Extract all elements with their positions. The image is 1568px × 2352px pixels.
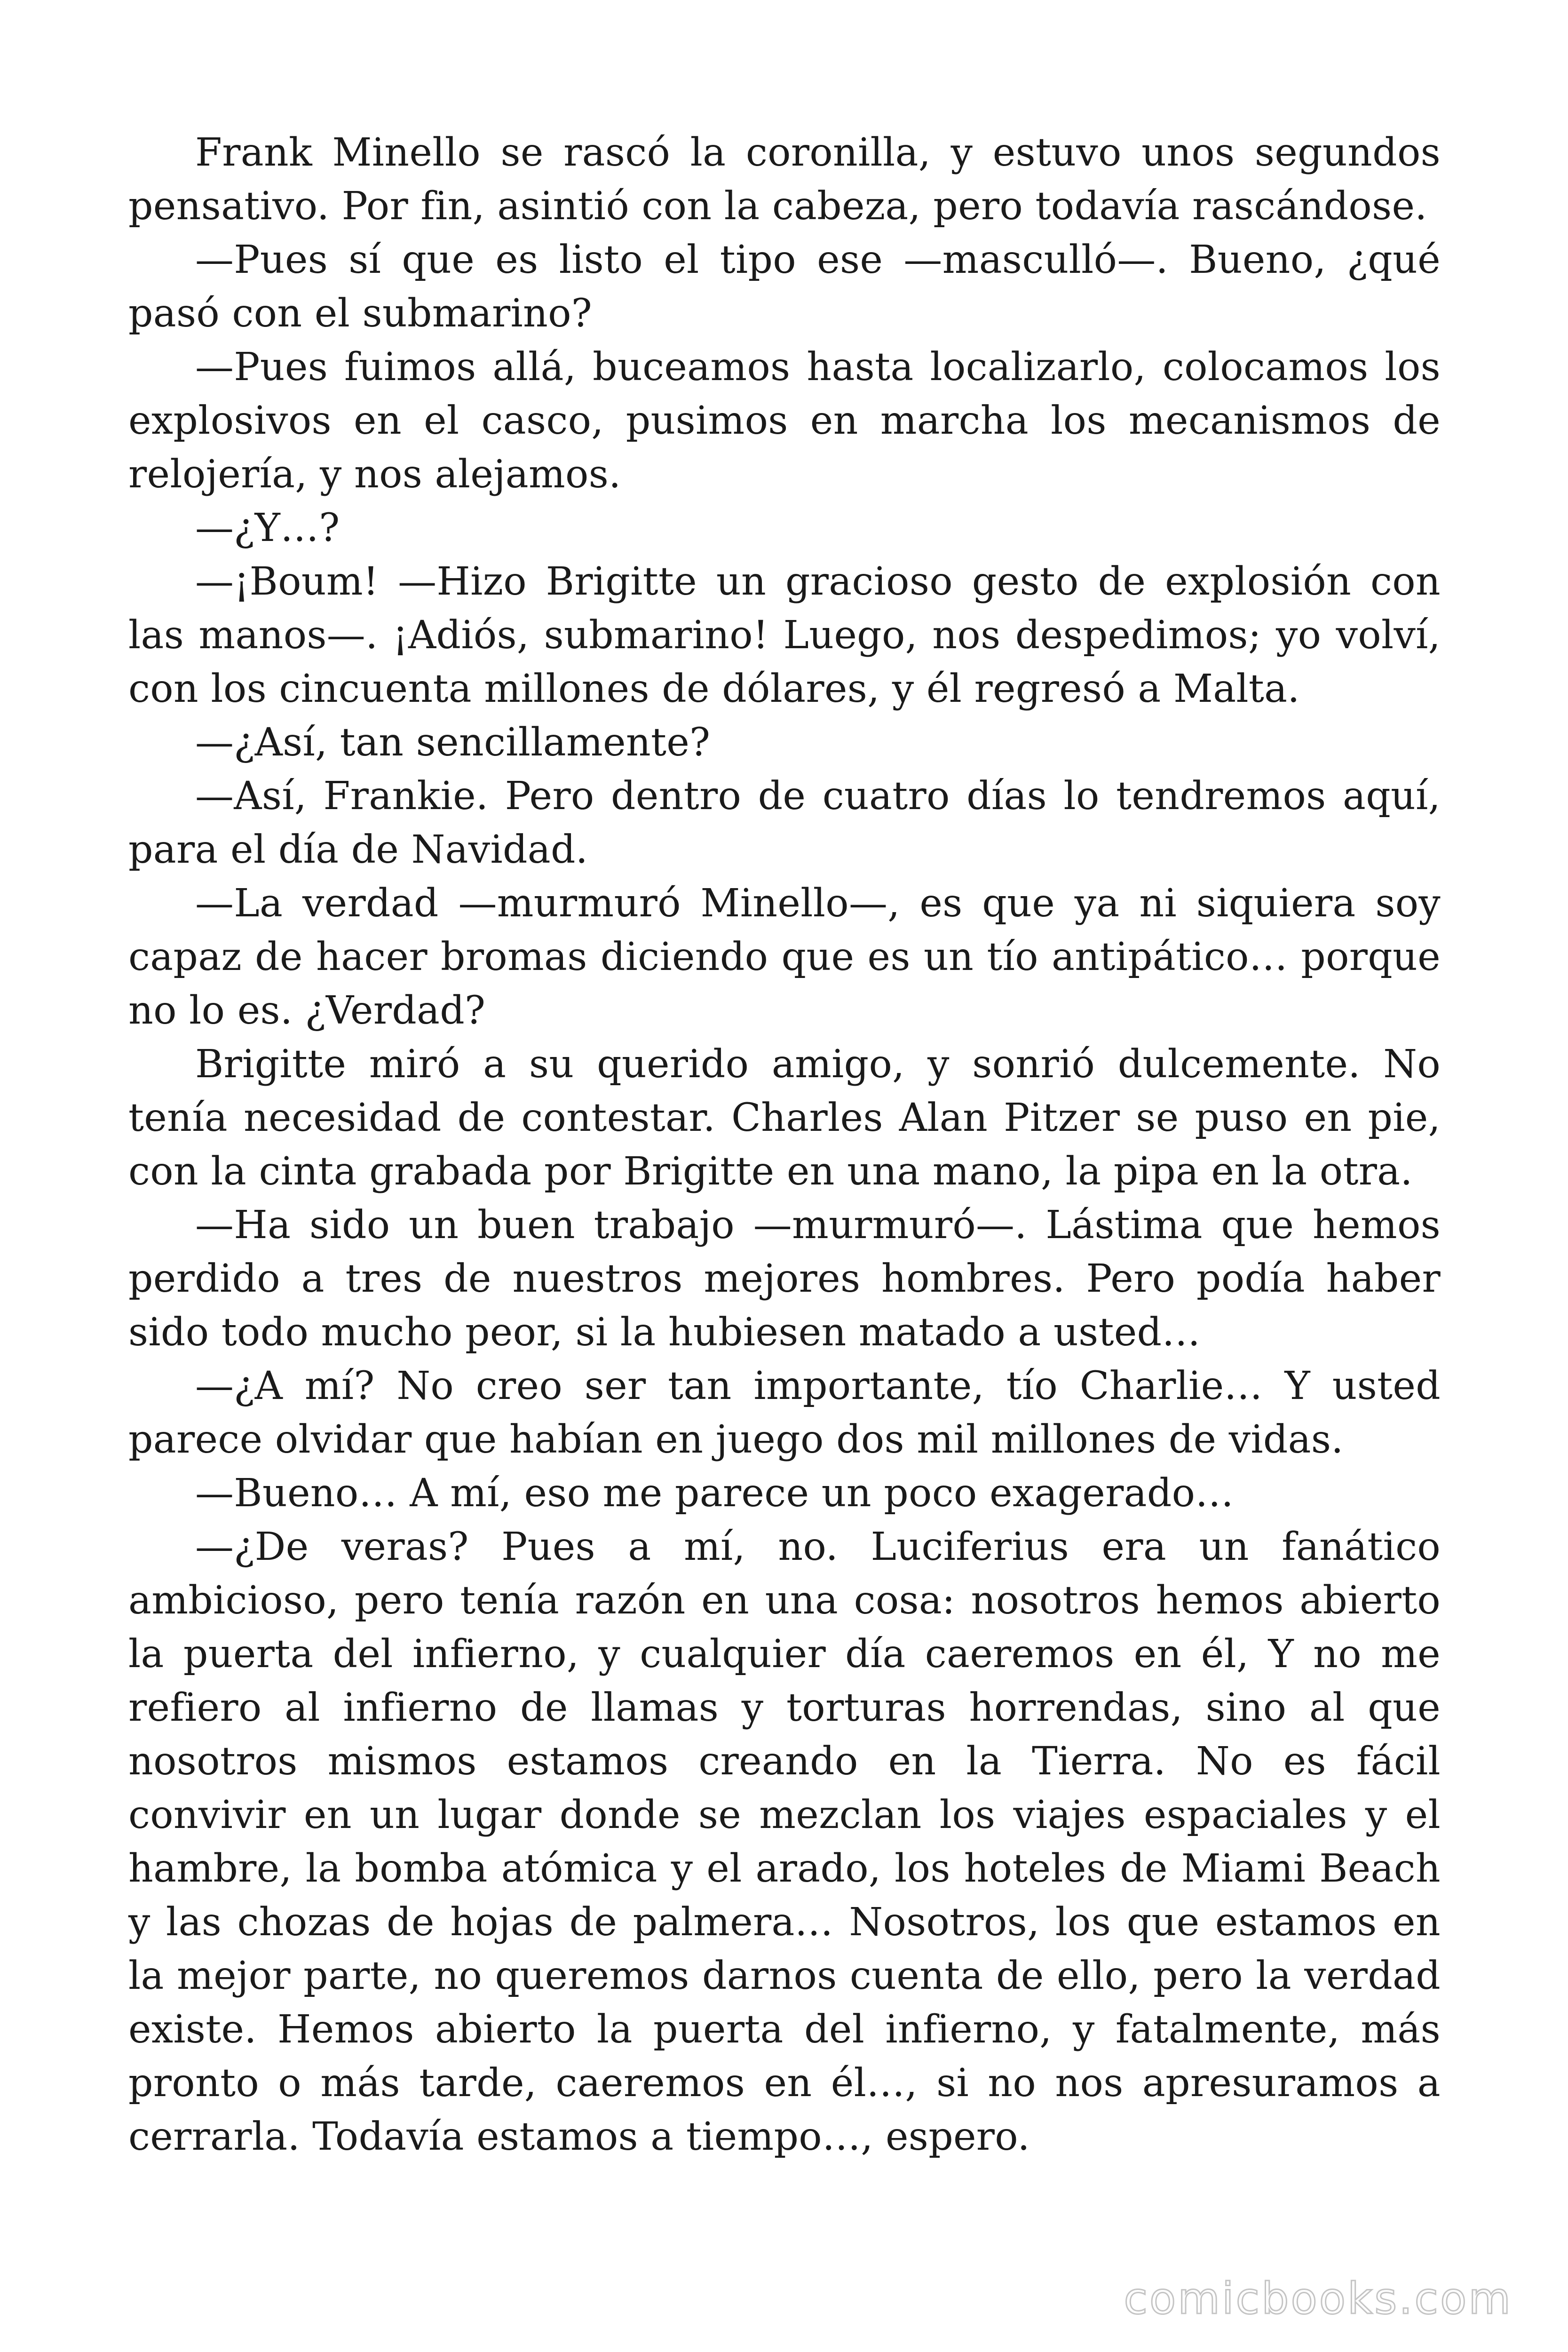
paragraph-4: —¿Y…? [195,506,340,550]
paragraph-13: —¿De veras? Pues a mí, no. Luciferius era un fanático ambicioso, pero tenía razón en una cosa: nosotros hemos abierto la puerta del infierno, y cualquier día caeremos en él, Y no me refiero al infierno de llamas y torturas horrendas, sino al que nosotros mismos estamos creando en la Tierra. No es fácil convivir en un lugar donde se mezclan los viajes espaciales y el hambre, la bomba atómica y el arado, los hoteles de Miami Beach y las chozas de hojas de palmera… Nosotros, los que estamos en la mejor parte, no queremos darnos cuenta de ello, pero la verdad existe. Hemos abierto la puerta del infierno, y fatalmente, más pronto o más tarde, caeremos en él…, si no nos apresuramos a cerrarla. Todavía estamos a tiempo…, espero. [128,1525,1441,2159]
paragraph-8: —La verdad —murmuró Minello—, es que ya ni siquiera soy capaz de hacer bromas diciendo que es un tío antipático… porque no lo es. ¿Verdad? [128,881,1441,1033]
paragraph-9: Brigitte miró a su querido amigo, y sonrió dulcemente. No tenía necesidad de contestar. Charles Alan Pitzer se puso en pie, con la cinta grabada por Brigitte en una mano, la pipa en la otra. [128,1042,1441,1194]
paragraph-5: —¡Boum! —Hizo Brigitte un gracioso gesto de explosión con las manos—. ¡Adiós, submarino! Luego, nos despedimos; yo volví, con los cincuenta millones de dólares, y él regresó a Malta. [128,559,1441,711]
paragraph-11: —¿A mí? No creo ser tan importante, tío Charlie… Y usted parece olvidar que habían en juego dos mil millones de vidas. [128,1364,1441,1462]
watermark: comicbooks.com [1124,2273,1513,2324]
paragraph-2: —Pues sí que es listo el tipo ese —masculló—. Bueno, ¿qué pasó con el submarino? [128,238,1441,336]
paragraph-7: —Así, Frankie. Pero dentro de cuatro días lo tendremos aquí, para el día de Navidad. [128,774,1441,872]
paragraph-1: Frank Minello se rascó la coronilla, y estuvo unos segundos pensativo. Por fin, asintió con la cabeza, pero todavía rascándose. [128,130,1441,229]
paragraph-10: —Ha sido un buen trabajo —murmuró—. Lástima que hemos perdido a tres de nuestros mejores hombres. Pero podía haber sido todo mucho peor, si la hubiesen matado a usted… [128,1203,1441,1355]
page-text [128,126,1441,2164]
paragraph-12: —Bueno… A mí, eso me parece un poco exagerado… [195,1471,1234,1516]
paragraph-6: —¿Así, tan sencillamente? [195,720,711,765]
paragraph-3: —Pues fuimos allá, buceamos hasta localizarlo, colocamos los explosivos en el casco, pusimos en marcha los mecanismos de relojería, y nos alejamos. [128,345,1441,497]
